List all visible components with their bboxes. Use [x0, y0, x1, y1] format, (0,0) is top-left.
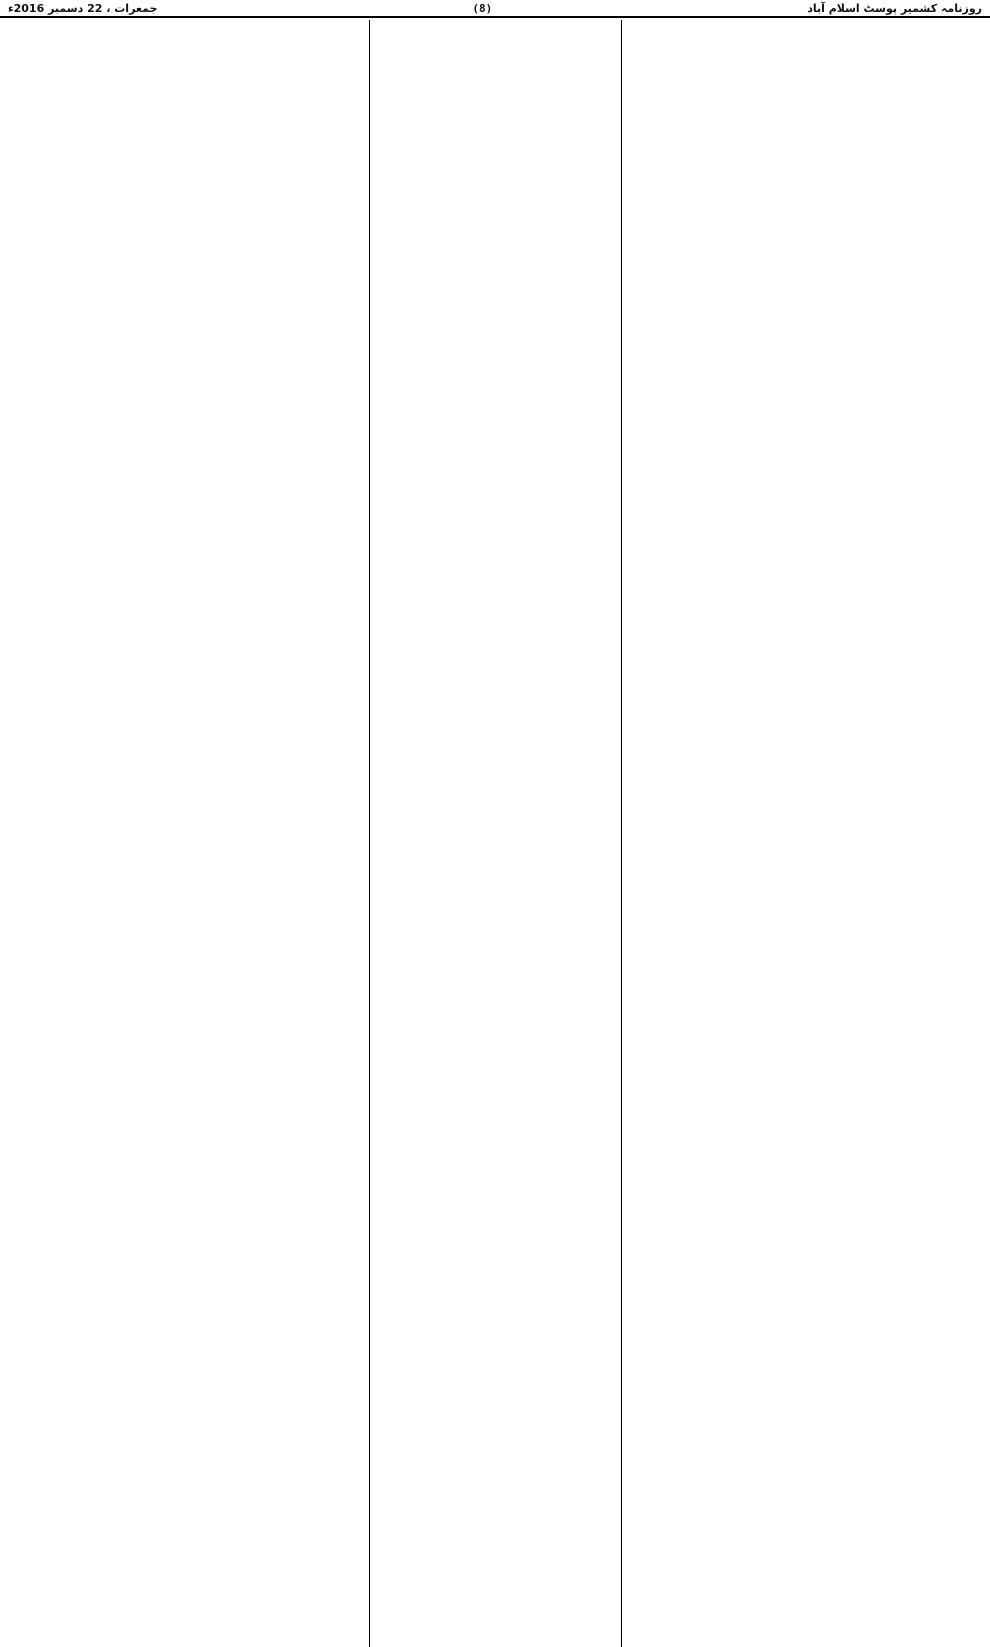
- masthead-paper: روزنامہ کشمیر پوسٹ اسلام آباد: [807, 1, 982, 15]
- column-rule: [621, 20, 622, 1647]
- page-number: (8): [472, 1, 493, 15]
- masthead: [0, 0, 990, 18]
- masthead-date: جمعرات ، 22 دسمبر 2016ء: [8, 1, 158, 15]
- column-rule: [369, 20, 370, 1647]
